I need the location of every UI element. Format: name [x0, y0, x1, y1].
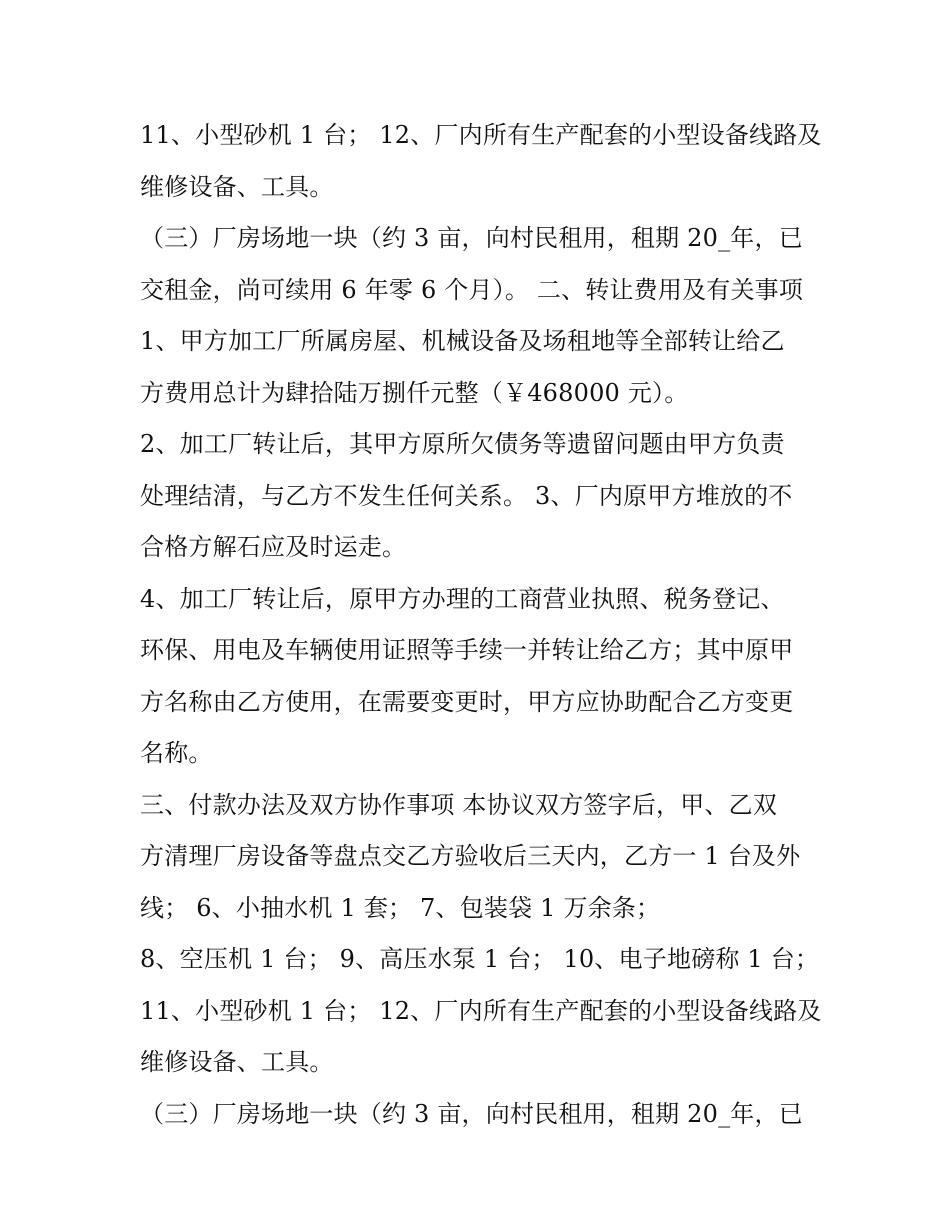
- text-line: （三）厂房场地一块（约 3 亩，向村民租用，租期 20_年，已: [140, 1099, 803, 1128]
- text-line: 名称。: [140, 739, 213, 767]
- text-line: 方名称由乙方使用，在需要变更时，甲方应协助配合乙方变更: [140, 687, 794, 716]
- document-body: [140, 110, 840, 1140]
- text-line: 方清理厂房设备等盘点交乙方验收后三天内，乙方一 1 台及外: [140, 842, 801, 870]
- text-line: 合格方解石应及时运走。: [140, 533, 407, 561]
- text-line: 11、小型砂机 1 台； 12、厂内所有生产配套的小型设备线路及: [140, 996, 822, 1025]
- text-line: 维修设备、工具。: [140, 172, 334, 201]
- text-line: 环保、用电及车辆使用证照等手续一并转让给乙方；其中原甲: [140, 636, 794, 664]
- text-line: 处理结清，与乙方不发生任何关系。 3、厂内原甲方堆放的不: [140, 481, 793, 510]
- text-line: 维修设备、工具。: [140, 1048, 334, 1076]
- text-line: 1、甲方加工厂所属房屋、机械设备及场租地等全部转让给乙: [140, 327, 785, 355]
- text-line: （三）厂房场地一块（约 3 亩，向村民租用，租期 20_年，已: [140, 224, 803, 252]
- text-line: 方费用总计为肆拾陆万捌仟元整（￥468000 元）。: [140, 378, 689, 407]
- text-line: 4、加工厂转让后，原甲方办理的工商营业执照、税务登记、: [140, 584, 785, 613]
- text-line: 8、空压机 1 台； 9、高压水泵 1 台； 10、电子地磅称 1 台；: [140, 945, 820, 973]
- text-line: 2、加工厂转让后，其甲方原所欠债务等遗留问题由甲方负责: [140, 430, 785, 458]
- text-line: 三、付款办法及双方协作事项 本协议双方签字后，甲、乙双: [140, 790, 778, 819]
- text-line: 11、小型砂机 1 台； 12、厂内所有生产配套的小型设备线路及: [140, 121, 822, 149]
- text-line: 交租金，尚可续用 6 年零 6 个月）。 二、转让费用及有关事项: [140, 275, 804, 304]
- text-line: 线； 6、小抽水机 1 套； 7、包装袋 1 万余条；: [140, 893, 661, 922]
